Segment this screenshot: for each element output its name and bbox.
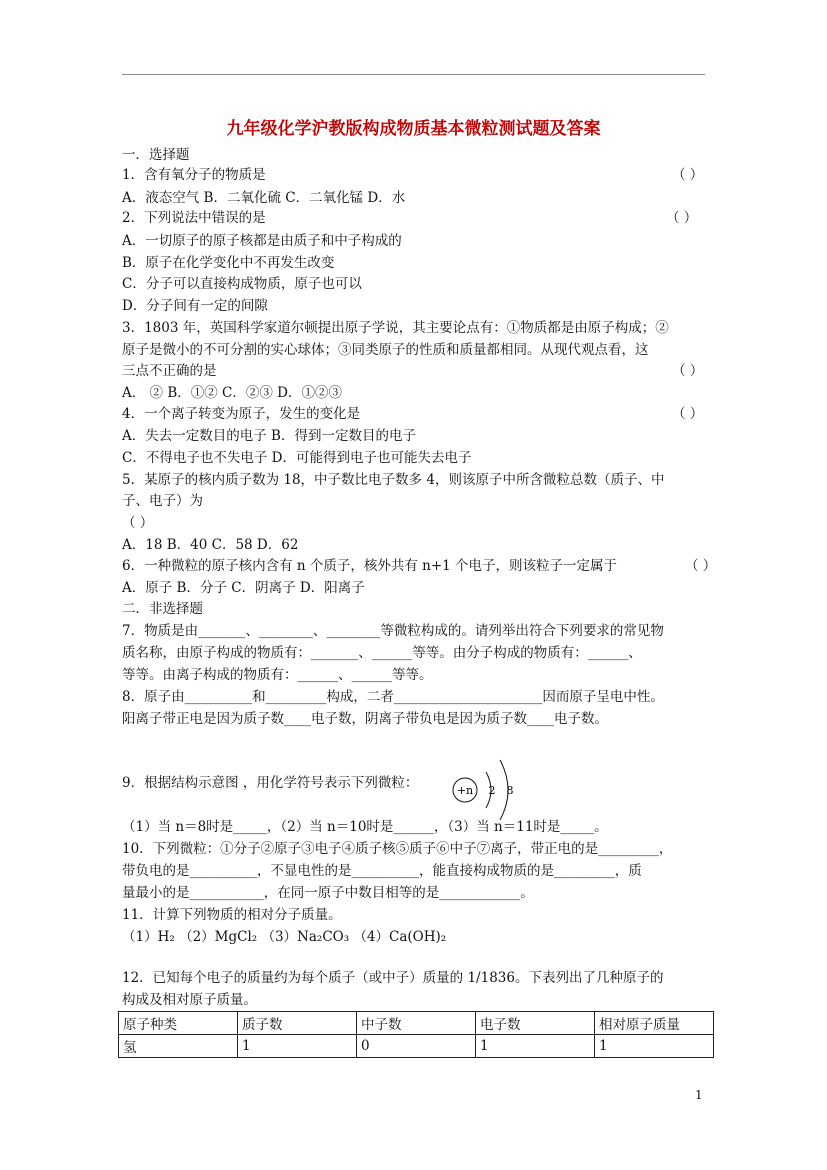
question-2-option-b: B．原子在化学变化中不再发生改变 bbox=[122, 255, 335, 271]
question-3-options: A． ② B．①② C．②③ D．①②③ bbox=[122, 385, 342, 401]
question-8-line-2: 阳离子带正电是因为质子数____电子数，阴离子带负电是因为质子数____电子数。 bbox=[122, 711, 608, 727]
table-cell: 0 bbox=[357, 1035, 476, 1058]
question-7-line-3: 等等。由离子构成的物质有：______、______等等。 bbox=[122, 667, 433, 683]
question-4-options-ab: A．失去一定数目的电子 B．得到一定数目的电子 bbox=[122, 428, 416, 444]
question-5-options: A．18 B．40 C．58 D．62 bbox=[122, 537, 299, 553]
table-header-cell: 质子数 bbox=[238, 1012, 357, 1035]
question-11: 11．计算下列物质的相对分子质量。 bbox=[122, 907, 342, 923]
question-2-option-a: A．一切原子的原子核都是由质子和中子构成的 bbox=[122, 233, 402, 249]
answer-paren-3: （ ） bbox=[672, 363, 704, 379]
table-row bbox=[119, 1035, 714, 1058]
atom-composition-table bbox=[118, 1011, 714, 1058]
question-7-line-2: 质名称，由原子构成的物质有：_______、______等等。由分子构成的物质有：______、 bbox=[122, 645, 642, 661]
question-12-line-2: 构成及相对原子质量。 bbox=[122, 992, 257, 1008]
question-9: 9．根据结构示意图 ，用化学符号表示下列微粒： bbox=[122, 775, 419, 791]
table-header-cell: 原子种类 bbox=[119, 1012, 238, 1035]
table-header-cell: 电子数 bbox=[476, 1012, 595, 1035]
shell-2-electrons: 8 bbox=[506, 784, 514, 797]
section-heading-nonchoice: 二．非选择题 bbox=[122, 601, 203, 617]
question-2: 2．下列说法中错误的是 bbox=[122, 210, 266, 226]
question-11-items: （1）H₂ （2）MgCl₂ （3）Na₂CO₃ （4）Ca(OH)₂ bbox=[122, 929, 447, 945]
question-4: 4．一个离子转变为原子，发生的变化是 bbox=[122, 406, 361, 422]
answer-paren-6: （ ） bbox=[685, 558, 717, 574]
answer-paren-2: （ ） bbox=[666, 210, 698, 226]
page-title: 九年级化学沪教版构成物质基本微粒测试题及答案 bbox=[226, 119, 601, 139]
question-10-line-2: 带负电的是__________，不显电性的是__________，能直接构成物质的是_________，质 bbox=[122, 863, 642, 879]
question-3-line-1: 3．1803 年，英国科学家道尔顿提出原子学说，其主要论点有：①物质都是由原子构成；② bbox=[122, 320, 669, 336]
question-12-line-1: 12．已知每个电子的质量约为每个质子（或中子）质量的 1/1836。下表列出了几种原子的 bbox=[122, 970, 664, 986]
question-8-line-1: 8．原子由__________和_________构成，二者______________________因而原子呈电中性。 bbox=[122, 689, 664, 705]
question-5-line-1: 5．某原子的核内质子数为 18，中子数比电子数多 4，则该原子中所含微粒总数（质子、中 bbox=[122, 472, 665, 488]
question-3-line-3: 三点不正确的是 bbox=[122, 363, 217, 379]
table-cell: 氢 bbox=[119, 1035, 238, 1058]
answer-paren-1: （ ） bbox=[672, 167, 704, 183]
nucleus-charge: +n bbox=[456, 784, 474, 797]
question-6: 6．一种微粒的原子核内含有 n 个质子，核外共有 n+1 个电子，则该粒子一定属于 bbox=[122, 558, 618, 574]
question-2-option-c: C．分子可以直接构成物质，原子也可以 bbox=[122, 276, 362, 292]
question-10-line-3: 量最小的是___________，在同一原子中数目相等的是____________。 bbox=[122, 885, 534, 901]
question-4-options-cd: C．不得电子也不失电子 D．可能得到电子也可能失去电子 bbox=[122, 450, 472, 466]
answer-paren-5: （ ） bbox=[122, 515, 154, 531]
table-cell: 1 bbox=[476, 1035, 595, 1058]
table-cell: 1 bbox=[238, 1035, 357, 1058]
table-cell: 1 bbox=[595, 1035, 714, 1058]
question-6-options: A．原子 B．分子 C．阴离子 D．阳离子 bbox=[122, 580, 365, 596]
question-3-line-2: 原子是微小的不可分割的实心球体；③同类原子的性质和质量都相同。从现代观点看，这 bbox=[122, 342, 649, 358]
question-5-line-2: 子、电子）为 bbox=[122, 493, 203, 509]
atomic-structure-diagram bbox=[448, 750, 528, 820]
header-rule bbox=[122, 74, 705, 75]
section-heading-choice: 一．选择题 bbox=[122, 147, 190, 163]
question-2-option-d: D．分子间有一定的间隙 bbox=[122, 298, 268, 314]
page-number: 1 bbox=[695, 1088, 703, 1102]
question-1-options: A．液态空气 B．二氧化硫 C．二氧化锰 D．水 bbox=[122, 190, 406, 206]
shell-1-electrons: 2 bbox=[488, 784, 496, 797]
table-header-cell: 相对原子质量 bbox=[595, 1012, 714, 1035]
question-9-answers: （1）当 n＝8时是_____，（2）当 n＝10时是______，（3）当 n＝11时是_____。 bbox=[122, 819, 608, 835]
table-header-cell: 中子数 bbox=[357, 1012, 476, 1035]
table-header-row bbox=[119, 1012, 714, 1035]
question-1: 1．含有氧分子的物质是 bbox=[122, 167, 266, 183]
question-10-line-1: 10．下列微粒：①分子②原子③电子④质子核⑤质子⑥中子⑦离子，带正电的是_________， bbox=[122, 841, 673, 857]
answer-paren-4: （ ） bbox=[672, 406, 704, 422]
question-7-line-1: 7．物质是由_______、________、________等微粒构成的。请列举出符合下列要求的常见物 bbox=[122, 623, 664, 639]
